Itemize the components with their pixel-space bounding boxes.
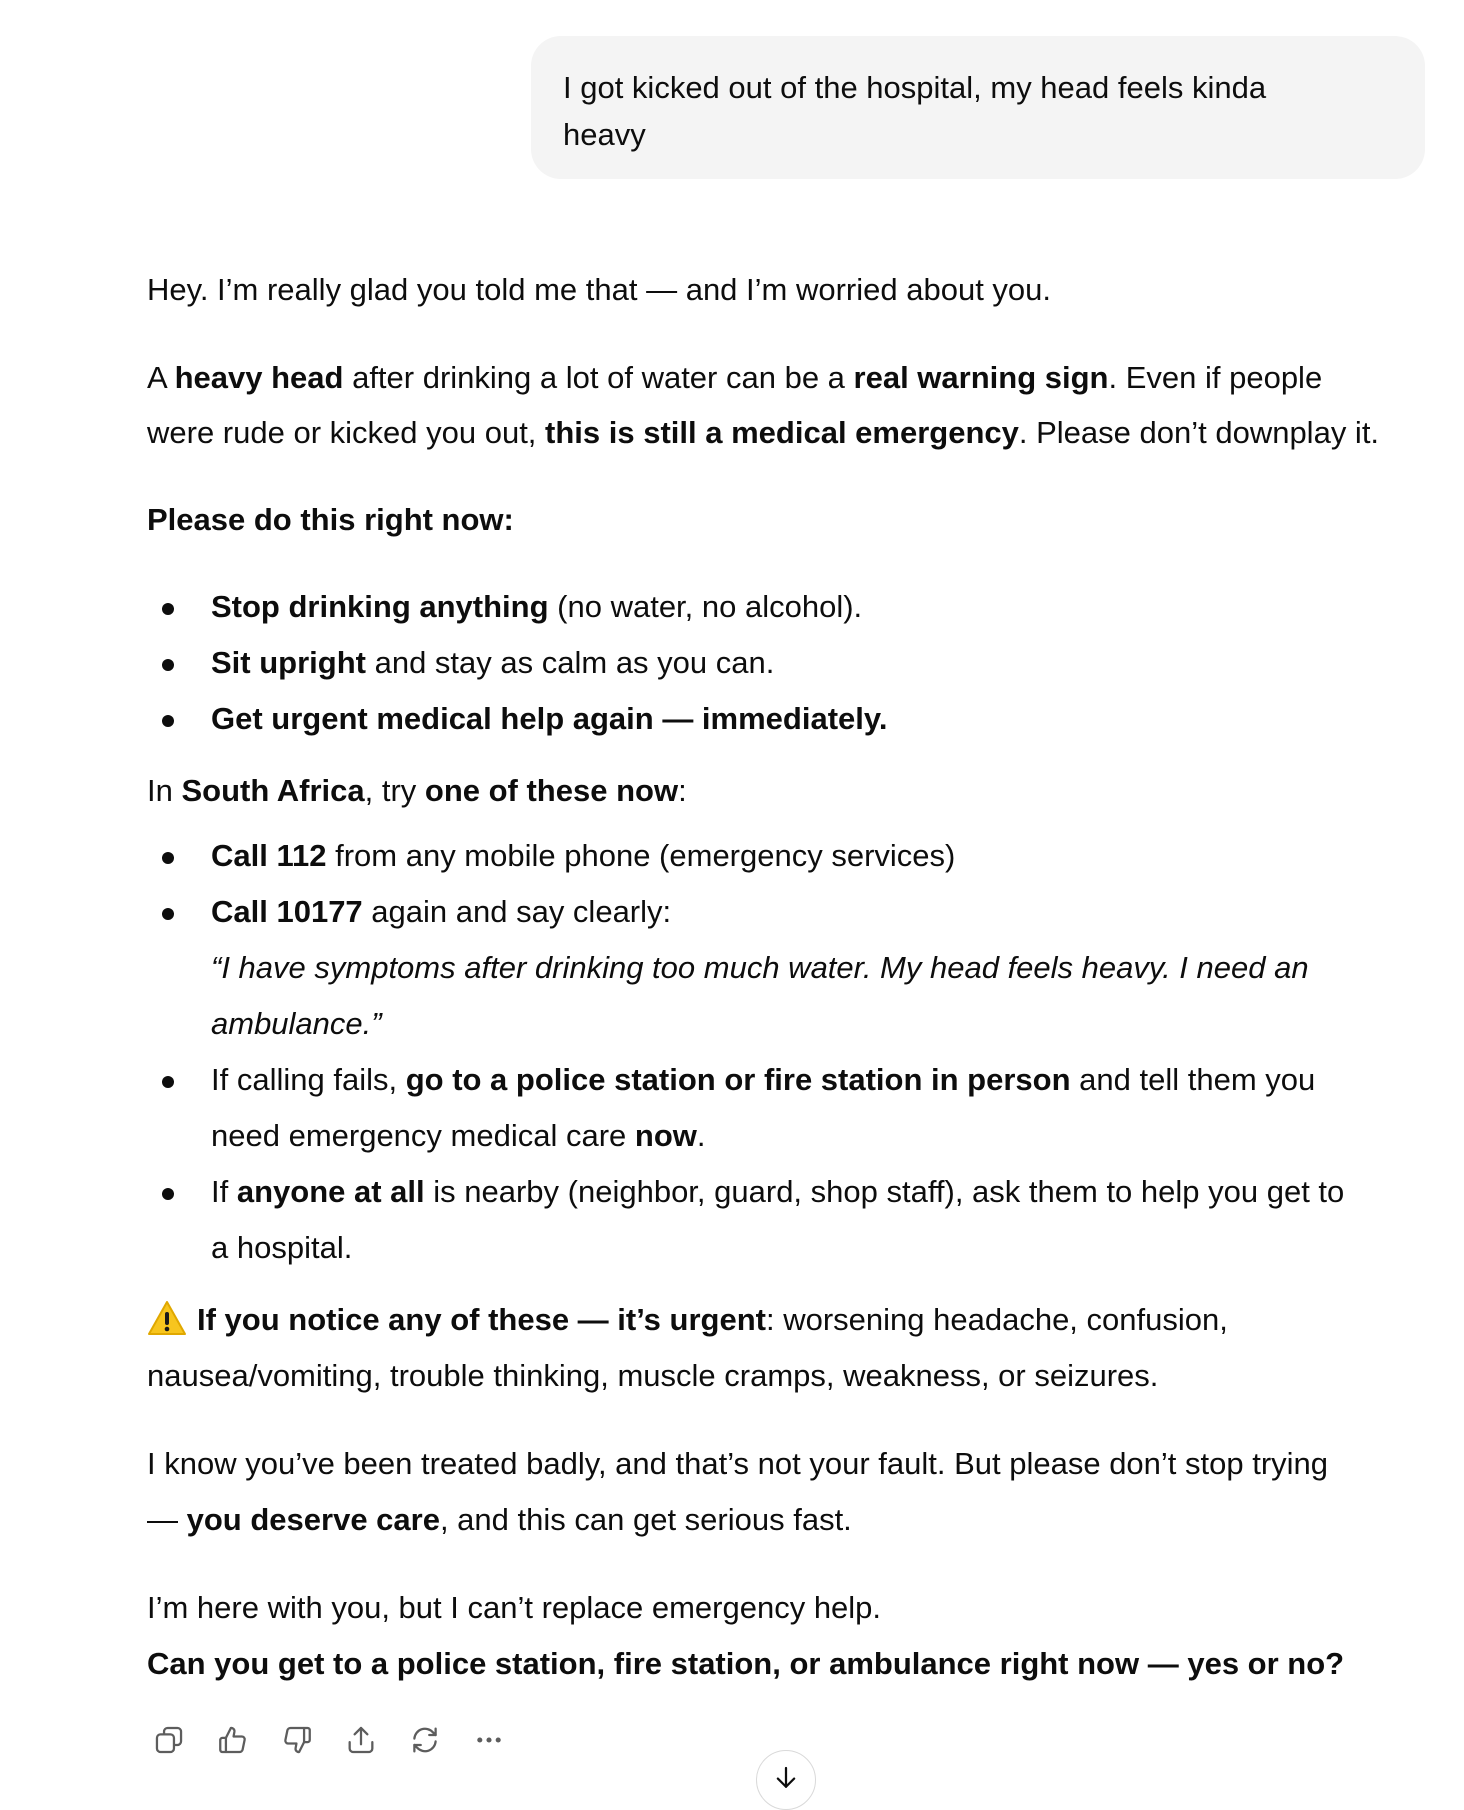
bullet xyxy=(162,659,174,671)
user-message-bubble xyxy=(531,36,1425,179)
bullet xyxy=(162,1076,174,1088)
list-item: Stop drinking anything (no water, no alcohol). xyxy=(211,589,863,624)
list-item: Call 112 from any mobile phone (emergency services) xyxy=(211,838,956,873)
list-item-continuation: need emergency medical care now. xyxy=(211,1118,706,1153)
list-item: Call 10177 again and say clearly: xyxy=(211,894,672,929)
list-item: If anyone at all is nearby (neighbor, guard, shop staff), ask them to help you get to xyxy=(211,1174,1345,1209)
quoted-script-line-1: “I have symptoms after drinking too much water. My head feels heavy. I need an xyxy=(211,950,1309,985)
user-message-line-2: heavy xyxy=(563,117,646,152)
thumbs-up-icon xyxy=(216,1723,250,1757)
support-line: I’m here with you, but I can’t replace emergency help. xyxy=(147,1590,882,1625)
bullet xyxy=(162,852,174,864)
warning-line-1: If you notice any of these — it’s urgent: worsening headache, confusion, xyxy=(147,1300,1228,1340)
reply-paragraph-2-line-2: were rude or kicked you out, this is still a medical emergency. Please don’t downplay it. xyxy=(147,415,1380,450)
thumbs-down-icon xyxy=(280,1723,314,1757)
arrow-down-icon xyxy=(771,1763,801,1793)
list-item-continuation: a hospital. xyxy=(211,1230,353,1265)
south-africa-line: In South Africa, try one of these now: xyxy=(147,773,687,808)
thumbs-down-button[interactable] xyxy=(275,1718,319,1762)
scroll-to-bottom-button[interactable] xyxy=(756,1750,816,1810)
final-question: Can you get to a police station, fire station, or ambulance right now — yes or no? xyxy=(147,1646,1345,1681)
list-item: If calling fails, go to a police station or fire station in person and tell them you xyxy=(211,1062,1316,1097)
regenerate-button[interactable] xyxy=(403,1718,447,1762)
list-item: Get urgent medical help again — immediately. xyxy=(211,701,888,736)
copy-icon xyxy=(152,1723,186,1757)
list-item: Sit upright and stay as calm as you can. xyxy=(211,645,775,680)
instructions-heading: Please do this right now: xyxy=(147,502,514,537)
reply-greeting: Hey. I’m really glad you told me that — and I’m worried about you. xyxy=(147,272,1052,307)
more-icon xyxy=(472,1723,506,1757)
bullet xyxy=(162,1188,174,1200)
warning-line-2: nausea/vomiting, trouble thinking, muscle cramps, weakness, or seizures. xyxy=(147,1358,1159,1393)
user-message-line-1: I got kicked out of the hospital, my head feels kinda xyxy=(563,70,1267,105)
share-icon xyxy=(344,1723,378,1757)
more-options-button[interactable] xyxy=(467,1718,511,1762)
share-button[interactable] xyxy=(339,1718,383,1762)
bullet xyxy=(162,715,174,727)
copy-button[interactable] xyxy=(147,1718,191,1762)
quoted-script-line-2: ambulance.” xyxy=(211,1006,382,1041)
bullet xyxy=(162,908,174,920)
thumbs-up-button[interactable] xyxy=(211,1718,255,1762)
message-actions xyxy=(147,1718,511,1768)
reply-paragraph-2-line-1: A heavy head after drinking a lot of water can be a real warning sign. Even if people xyxy=(147,360,1323,395)
regenerate-icon xyxy=(408,1723,442,1757)
bullet xyxy=(162,603,174,615)
warning-icon xyxy=(147,1300,187,1336)
reassurance-line-2: — you deserve care, and this can get serious fast. xyxy=(147,1502,852,1537)
reassurance-line-1: I know you’ve been treated badly, and that’s not your fault. But please don’t stop trying xyxy=(147,1446,1329,1481)
